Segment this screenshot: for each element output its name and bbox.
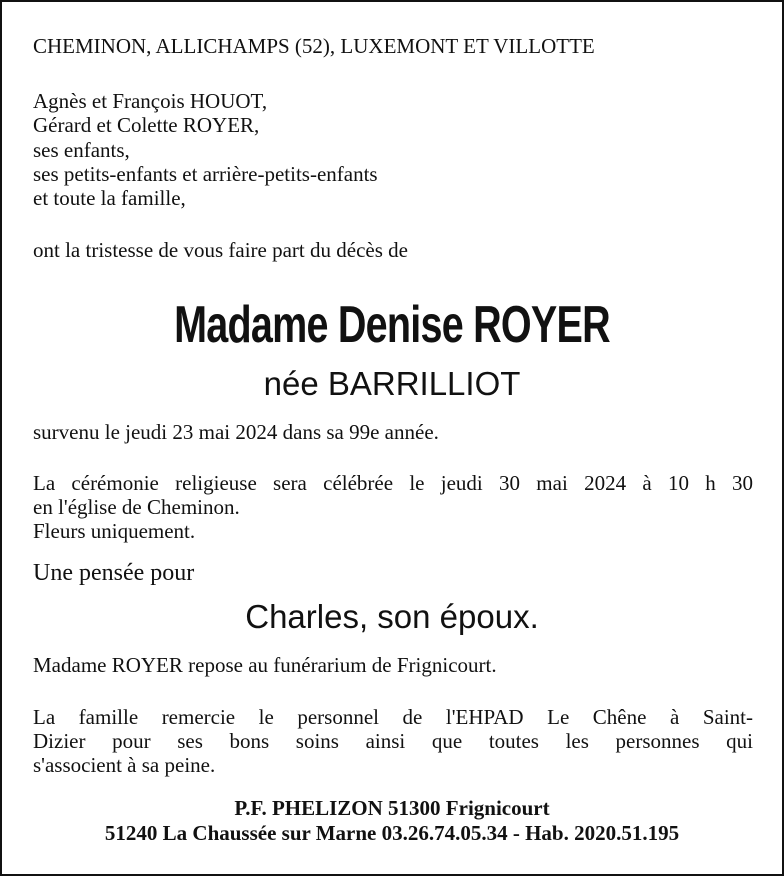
deceased-name: Madame Denise ROYER	[174, 296, 610, 354]
ceremony-line-3: Fleurs uniquement.	[33, 519, 196, 543]
locality-header: CHEMINON, ALLICHAMPS (52), LUXEMONT ET VILLOTTE	[33, 34, 595, 58]
thanks-line-1: La famille remercie le personnel de l'EHPAD Le Chêne à Saint-	[33, 705, 753, 729]
family-line-2: Gérard et Colette ROYER,	[33, 113, 260, 137]
thanks-line-3: s'associent à sa peine.	[33, 753, 216, 777]
thanks-line-2: Dizier pour ses bons soins ainsi que toutes les personnes qui	[33, 729, 753, 753]
family-line-5: et toute la famille,	[33, 186, 186, 210]
announcement-text: ont la tristesse de vous faire part du décès de	[33, 238, 408, 262]
ceremony-line-2: en l'église de Cheminon.	[33, 495, 240, 519]
thought-intro: Une pensée pour	[33, 560, 195, 586]
family-line-4: ses petits-enfants et arrière-petits-enfants	[33, 162, 378, 186]
family-line-1: Agnès et François HOUOT,	[33, 89, 268, 113]
ceremony-line-1: La cérémonie religieuse sera célébrée le jeudi 30 mai 2024 à 10 h 30	[33, 471, 753, 495]
death-info: survenu le jeudi 23 mai 2024 dans sa 99e année.	[33, 420, 439, 444]
thought-name: Charles, son époux.	[245, 598, 539, 635]
maiden-name: née BARRILLIOT	[263, 365, 521, 402]
family-line-3: ses enfants,	[33, 138, 130, 162]
funeral-home-name: P.F. PHELIZON 51300 Frignicourt	[234, 796, 550, 820]
rest-place: Madame ROYER repose au funérarium de Frignicourt.	[33, 653, 497, 677]
funeral-home-contact: 51240 La Chaussée sur Marne 03.26.74.05.34 - Hab. 2020.51.195	[104, 821, 680, 845]
